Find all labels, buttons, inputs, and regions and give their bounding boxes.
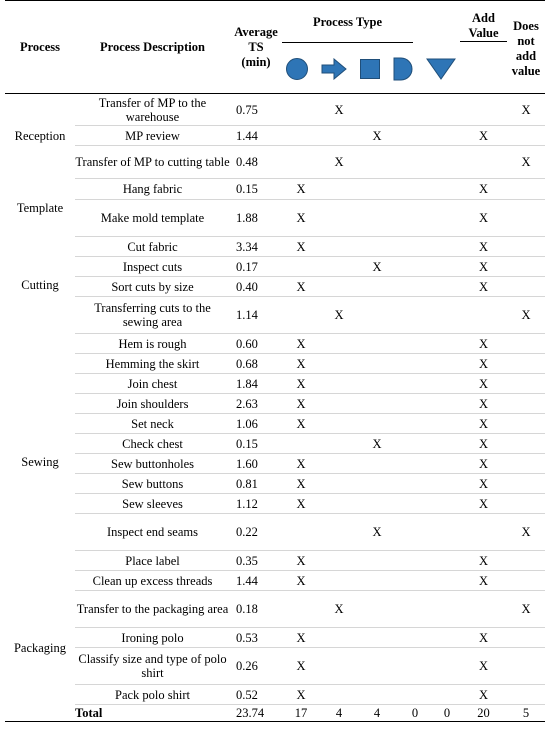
process-type-mark <box>358 648 396 685</box>
process-description: Make mold template <box>75 200 230 237</box>
process-type-header: Process Type <box>282 1 460 45</box>
process-type-mark: X <box>282 394 320 414</box>
delay-d-icon <box>393 57 413 81</box>
process-type-mark <box>358 374 396 394</box>
process-type-mark <box>396 146 434 179</box>
process-group-label: Packaging <box>13 640 67 655</box>
add-value-mark: X <box>460 685 507 705</box>
average-ts-value: 1.60 <box>230 454 282 474</box>
process-type-mark <box>396 94 434 126</box>
process-type-mark: X <box>282 685 320 705</box>
not-add-value-mark: X <box>507 94 545 126</box>
process-type-mark <box>358 94 396 126</box>
average-ts-value: 0.22 <box>230 514 282 551</box>
process-type-mark <box>396 494 434 514</box>
process-type-mark <box>434 334 460 354</box>
process-type-mark: X <box>282 374 320 394</box>
process-type-mark: X <box>320 146 358 179</box>
process-type-mark <box>320 494 358 514</box>
process-type-mark <box>396 628 434 648</box>
process-type-mark: X <box>358 126 396 146</box>
process-type-mark <box>320 257 358 277</box>
process-description: Transferring cuts to the sewing area <box>75 297 230 334</box>
process-type-mark <box>434 374 460 394</box>
not-add-value-mark <box>507 237 545 257</box>
table-row <box>5 591 545 628</box>
not-add-value-mark <box>507 474 545 494</box>
average-ts-value: 1.88 <box>230 200 282 237</box>
process-group-label: Reception <box>14 129 66 144</box>
process-type-mark <box>358 571 396 591</box>
add-value-mark: X <box>460 354 507 374</box>
process-type-mark <box>434 414 460 434</box>
add-value-mark <box>460 146 507 179</box>
add-value-mark <box>460 94 507 126</box>
process-type-mark: X <box>282 648 320 685</box>
not-add-value-mark <box>507 334 545 354</box>
process-type-mark <box>434 126 460 146</box>
process-type-mark <box>358 414 396 434</box>
process-description: Classify size and type of polo shirt <box>75 648 230 685</box>
process-type-mark <box>434 571 460 591</box>
process-description: Join shoulders <box>75 394 230 414</box>
process-description: Transfer of MP to the warehouse <box>75 94 230 126</box>
process-type-mark <box>320 126 358 146</box>
process-type-mark <box>434 474 460 494</box>
add-value-mark: X <box>460 414 507 434</box>
table-row <box>5 514 545 551</box>
average-ts-value: 0.53 <box>230 628 282 648</box>
process-type-mark <box>358 179 396 200</box>
process-type-mark <box>320 237 358 257</box>
process-type-mark: X <box>282 200 320 237</box>
process-type-mark: X <box>282 551 320 571</box>
process-type-mark: X <box>282 571 320 591</box>
average-ts-value: 1.84 <box>230 374 282 394</box>
process-type-mark <box>320 474 358 494</box>
inspection-square-icon <box>360 59 380 79</box>
process-type-mark <box>396 126 434 146</box>
process-type-mark <box>320 551 358 571</box>
table-row <box>5 454 545 474</box>
process-type-mark <box>282 434 320 454</box>
process-type-mark <box>358 494 396 514</box>
average-ts-value: 1.44 <box>230 126 282 146</box>
process-type-mark: X <box>282 334 320 354</box>
add-value-header: Add Value <box>460 1 507 45</box>
process-type-mark <box>396 591 434 628</box>
process-type-mark <box>396 237 434 257</box>
table-row <box>5 354 545 374</box>
average-ts-value: 1.14 <box>230 297 282 334</box>
process-type-mark <box>434 94 460 126</box>
process-description: Set neck <box>75 414 230 434</box>
process-type-mark <box>320 394 358 414</box>
process-description: Transfer to the packaging area <box>75 591 230 628</box>
process-type-mark <box>358 334 396 354</box>
process-type-mark: X <box>320 297 358 334</box>
not-add-value-mark: X <box>507 146 545 179</box>
not-add-value-mark <box>507 179 545 200</box>
process-type-mark: X <box>282 494 320 514</box>
not-add-value-mark <box>507 277 545 297</box>
not-add-value-mark <box>507 454 545 474</box>
not-add-value-mark <box>507 494 545 514</box>
process-description: Place label <box>75 551 230 571</box>
process-type-mark <box>396 374 434 394</box>
not-add-value-mark <box>507 374 545 394</box>
process-type-mark <box>320 434 358 454</box>
table-row <box>5 126 545 146</box>
total-row <box>5 705 545 722</box>
not-add-value-mark <box>507 571 545 591</box>
average-ts-value: 0.48 <box>230 146 282 179</box>
process-description: Pack polo shirt <box>75 685 230 705</box>
average-ts-value: 0.60 <box>230 334 282 354</box>
table-row <box>5 494 545 514</box>
process-description: Sew sleeves <box>75 494 230 514</box>
average-ts-value: 2.63 <box>230 394 282 414</box>
process-type-mark <box>358 628 396 648</box>
average-ts-value: 0.17 <box>230 257 282 277</box>
process-type-mark <box>320 334 358 354</box>
not-add-value-mark <box>507 648 545 685</box>
process-type-mark: X <box>282 474 320 494</box>
add-value-mark: X <box>460 126 507 146</box>
total-count: 0 <box>396 705 434 722</box>
not-add-value-mark: X <box>507 591 545 628</box>
table-row <box>5 200 545 237</box>
process-description: Clean up excess threads <box>75 571 230 591</box>
process-type-mark: X <box>320 591 358 628</box>
total-count: 4 <box>358 705 396 722</box>
process-type-mark <box>320 200 358 237</box>
process-description: MP review <box>75 126 230 146</box>
process-type-mark <box>434 394 460 414</box>
average-ts-value: 0.68 <box>230 354 282 374</box>
process-type-mark <box>320 514 358 551</box>
process-type-mark <box>434 297 460 334</box>
process-type-mark: X <box>282 179 320 200</box>
process-type-mark: X <box>282 354 320 374</box>
table-row <box>5 394 545 414</box>
add-value-mark: X <box>460 257 507 277</box>
add-value-mark: X <box>460 454 507 474</box>
process-type-mark <box>320 179 358 200</box>
table-row <box>5 277 545 297</box>
add-value-mark: X <box>460 551 507 571</box>
total-count: 0 <box>434 705 460 722</box>
process-type-mark <box>282 257 320 277</box>
add-value-mark <box>460 591 507 628</box>
process-type-mark: X <box>358 434 396 454</box>
not-add-value-mark <box>507 628 545 648</box>
process-type-mark <box>282 94 320 126</box>
process-type-mark <box>434 685 460 705</box>
average-ts-value: 1.12 <box>230 494 282 514</box>
add-value-mark: X <box>460 434 507 454</box>
add-value-mark: X <box>460 628 507 648</box>
process-type-mark <box>434 628 460 648</box>
process-type-mark <box>358 200 396 237</box>
process-description: Ironing polo <box>75 628 230 648</box>
process-description: Sew buttons <box>75 474 230 494</box>
process-description: Hem is rough <box>75 334 230 354</box>
process-type-mark <box>282 146 320 179</box>
total-ts: 23.74 <box>230 705 282 722</box>
not-add-value-mark <box>507 126 545 146</box>
table-row <box>5 414 545 434</box>
process-type-mark <box>320 414 358 434</box>
add-value-mark: X <box>460 474 507 494</box>
process-type-mark <box>358 454 396 474</box>
process-description: Sort cuts by size <box>75 277 230 297</box>
total-not-add-value: 5 <box>507 705 545 722</box>
add-value-mark <box>460 514 507 551</box>
process-type-mark: X <box>282 454 320 474</box>
average-ts-value: 0.75 <box>230 94 282 126</box>
process-type-mark <box>396 514 434 551</box>
transport-arrow-icon <box>321 58 347 80</box>
process-type-mark <box>434 146 460 179</box>
process-group-label: Cutting <box>21 278 59 292</box>
average-ts-value: 1.06 <box>230 414 282 434</box>
process-header: Process <box>5 1 75 94</box>
process-type-mark <box>358 277 396 297</box>
not-add-value-mark <box>507 354 545 374</box>
process-type-mark: X <box>358 514 396 551</box>
process-type-mark <box>282 126 320 146</box>
process-type-mark <box>396 685 434 705</box>
process-type-mark <box>434 514 460 551</box>
process-type-mark <box>396 297 434 334</box>
process-type-mark <box>434 454 460 474</box>
process-description: Sew buttonholes <box>75 454 230 474</box>
process-type-mark <box>358 551 396 571</box>
table-row <box>5 434 545 454</box>
table-row <box>5 334 545 354</box>
process-type-mark <box>396 551 434 571</box>
table-row <box>5 257 545 277</box>
process-type-mark <box>320 571 358 591</box>
process-type-mark <box>396 414 434 434</box>
process-type-mark <box>434 648 460 685</box>
process-type-mark <box>434 257 460 277</box>
process-type-mark: X <box>282 628 320 648</box>
table-row <box>5 146 545 179</box>
process-type-mark <box>396 434 434 454</box>
add-value-mark: X <box>460 648 507 685</box>
process-type-mark <box>358 591 396 628</box>
average-ts-value: 1.44 <box>230 571 282 591</box>
not-add-value-mark: X <box>507 514 545 551</box>
process-type-mark: X <box>282 414 320 434</box>
process-type-mark <box>282 514 320 551</box>
process-type-mark <box>434 494 460 514</box>
not-add-value-header: Does not add value <box>507 1 545 94</box>
process-table <box>5 0 545 722</box>
not-add-value-mark <box>507 200 545 237</box>
add-value-mark: X <box>460 237 507 257</box>
not-add-value-mark: X <box>507 297 545 334</box>
table-row <box>5 571 545 591</box>
process-type-mark <box>434 179 460 200</box>
add-value-mark: X <box>460 494 507 514</box>
average-ts-value: 0.18 <box>230 591 282 628</box>
process-type-mark <box>358 474 396 494</box>
total-label: Total <box>75 705 230 722</box>
not-add-value-mark <box>507 414 545 434</box>
process-type-mark <box>282 591 320 628</box>
process-type-mark <box>320 648 358 685</box>
process-type-mark <box>320 374 358 394</box>
table-row <box>5 474 545 494</box>
average-ts-value: 0.81 <box>230 474 282 494</box>
average-ts-value: 0.40 <box>230 277 282 297</box>
process-type-mark <box>434 277 460 297</box>
process-type-mark <box>434 591 460 628</box>
storage-triangle-icon <box>426 58 456 80</box>
process-type-mark <box>358 685 396 705</box>
process-type-mark <box>434 237 460 257</box>
not-add-value-mark <box>507 551 545 571</box>
process-type-mark <box>434 434 460 454</box>
add-value-mark: X <box>460 277 507 297</box>
process-description: Join chest <box>75 374 230 394</box>
process-type-mark <box>396 394 434 414</box>
table-row <box>5 648 545 685</box>
table-row <box>5 94 545 126</box>
average-ts-value: 0.52 <box>230 685 282 705</box>
table-row <box>5 374 545 394</box>
add-value-mark: X <box>460 179 507 200</box>
add-value-mark: X <box>460 394 507 414</box>
average-ts-value: 0.15 <box>230 434 282 454</box>
process-group-label: Sewing <box>21 455 59 469</box>
process-description: Transfer of MP to cutting table <box>75 146 230 179</box>
not-add-value-mark <box>507 434 545 454</box>
process-description: Inspect end seams <box>75 514 230 551</box>
process-description: Cut fabric <box>75 237 230 257</box>
table-row <box>5 628 545 648</box>
process-type-mark <box>320 628 358 648</box>
process-type-mark <box>396 474 434 494</box>
description-header: Process Description <box>75 1 230 94</box>
process-type-mark <box>434 551 460 571</box>
process-type-mark <box>358 237 396 257</box>
table-row <box>5 551 545 571</box>
process-type-mark <box>434 354 460 374</box>
process-type-mark <box>358 297 396 334</box>
average-ts-value: 0.15 <box>230 179 282 200</box>
total-count: 17 <box>282 705 320 722</box>
process-type-mark <box>320 454 358 474</box>
process-type-mark <box>396 454 434 474</box>
process-type-mark: X <box>282 277 320 297</box>
process-type-mark <box>358 394 396 414</box>
total-add-value: 20 <box>460 705 507 722</box>
process-type-mark <box>396 257 434 277</box>
average-ts-value: 3.34 <box>230 237 282 257</box>
process-description: Hemming the skirt <box>75 354 230 374</box>
process-type-mark <box>396 200 434 237</box>
shape-icons-row <box>282 45 460 94</box>
average-ts-value: 0.35 <box>230 551 282 571</box>
process-type-mark <box>396 179 434 200</box>
process-type-mark <box>358 354 396 374</box>
table-row <box>5 685 545 705</box>
process-group-label: Template <box>16 200 64 215</box>
not-add-value-mark <box>507 685 545 705</box>
process-type-mark <box>320 277 358 297</box>
not-add-value-mark <box>507 257 545 277</box>
average-ts-value: 0.26 <box>230 648 282 685</box>
process-type-mark <box>282 297 320 334</box>
process-type-mark <box>358 146 396 179</box>
process-type-mark <box>396 334 434 354</box>
process-type-mark <box>396 571 434 591</box>
process-type-mark: X <box>282 237 320 257</box>
add-value-mark: X <box>460 334 507 354</box>
not-add-value-mark <box>507 394 545 414</box>
process-type-mark: X <box>320 94 358 126</box>
process-type-mark <box>434 200 460 237</box>
process-type-mark <box>396 277 434 297</box>
process-type-mark <box>320 685 358 705</box>
process-type-mark <box>396 354 434 374</box>
total-count: 4 <box>320 705 358 722</box>
add-value-mark: X <box>460 374 507 394</box>
average-ts-header: Average TS (min) <box>230 1 282 94</box>
operation-circle-icon <box>286 58 308 80</box>
table-row <box>5 179 545 200</box>
process-type-mark: X <box>358 257 396 277</box>
process-type-mark <box>396 648 434 685</box>
add-value-mark: X <box>460 200 507 237</box>
process-description: Check chest <box>75 434 230 454</box>
table-row <box>5 237 545 257</box>
add-value-mark <box>460 297 507 334</box>
table-row <box>5 297 545 334</box>
add-value-mark: X <box>460 571 507 591</box>
total-spacer <box>5 705 75 722</box>
process-type-mark <box>320 354 358 374</box>
process-description: Hang fabric <box>75 179 230 200</box>
process-description: Inspect cuts <box>75 257 230 277</box>
